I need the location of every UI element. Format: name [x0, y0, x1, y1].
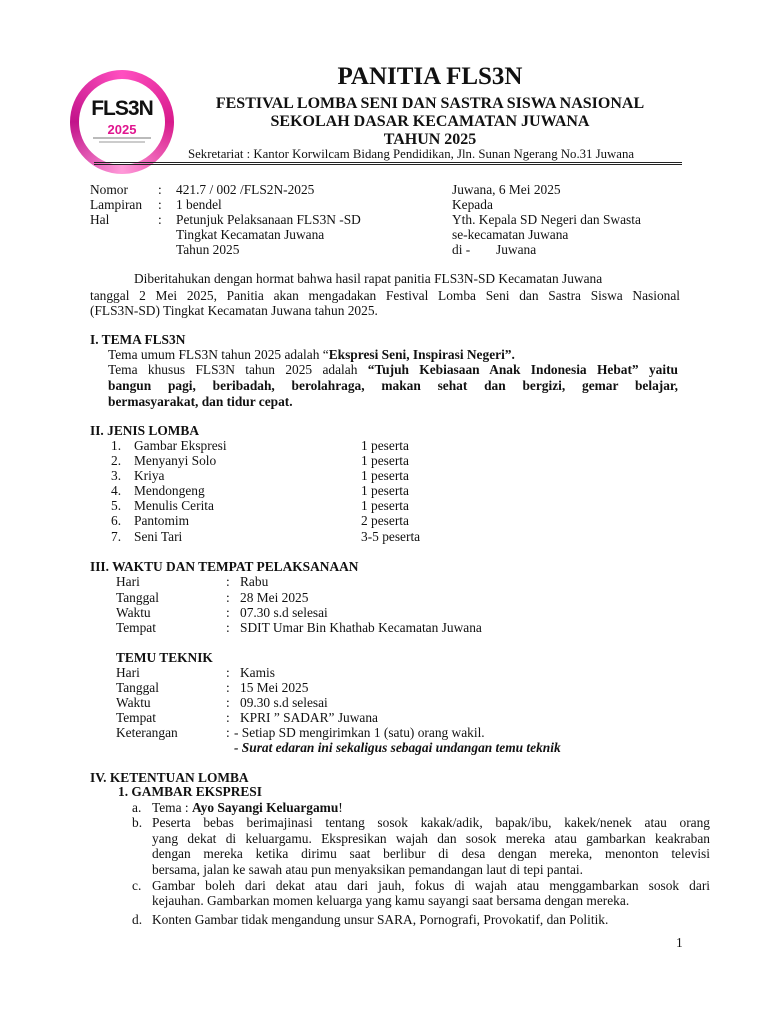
temu-value: 15 Mei 2025 — [240, 680, 309, 695]
temu-label: Tanggal — [116, 680, 159, 695]
ketentuan-b-line-4: bersama, jalan ke sawah atau pun menyaksikan pemandangan laut di tepi pantai. — [152, 862, 583, 877]
waktu-label: Waktu — [116, 605, 151, 620]
temu-value: KPRI ” SADAR” Juwana — [240, 710, 378, 725]
letterhead-divider — [94, 162, 682, 163]
recipient-di: di - — [452, 242, 471, 257]
ketentuan-a: Tema : Ayo Sayangi Keluargamu! — [152, 800, 343, 815]
list-item-count: 2 peserta — [361, 513, 409, 528]
waktu-colon: : — [226, 574, 230, 589]
meta-colon: : — [158, 197, 162, 212]
meta-hal-value-3: Tahun 2025 — [176, 242, 240, 257]
list-item-number: 5. — [111, 498, 122, 513]
list-item-name: Menulis Cerita — [134, 498, 214, 513]
item-label-c: c. — [132, 878, 142, 893]
item-label-d: d. — [132, 912, 143, 927]
meta-hal-value-1: Petunjuk Pelaksanaan FLS3N -SD — [176, 212, 361, 227]
page-number: 1 — [676, 935, 683, 950]
waktu-value: 28 Mei 2025 — [240, 590, 309, 605]
meta-lampiran-value: 1 bendel — [176, 197, 222, 212]
intro-line-3: (FLS3N-SD) Tingkat Kecamatan Juwana tahun 2025. — [90, 303, 378, 318]
letterhead-secretariat: Sekretariat : Kantor Korwilcam Bidang Pendidikan, Jln. Sunan Ngerang No.31 Juwana — [188, 147, 635, 161]
ketentuan-d-line-1: Konten Gambar tidak mengandung unsur SARA, Pornografi, Provokatif, dan Politik. — [152, 912, 609, 927]
temu-note: - Surat edaran ini sekaligus sebagai undangan temu teknik — [234, 740, 561, 755]
temu-colon: : — [226, 680, 230, 695]
waktu-label: Hari — [116, 574, 140, 589]
list-item-number: 6. — [111, 513, 122, 528]
ketentuan-c-line-2: kejauhan. Gambarkan momen keluarga yang kamu sayangi saat bersama dengan mereka. — [152, 893, 630, 908]
meta-nomor-label: Nomor — [90, 182, 128, 197]
list-item-number: 4. — [111, 483, 122, 498]
list-item-name: Menyanyi Solo — [134, 453, 217, 468]
fls3n-logo — [70, 70, 174, 174]
letterhead-title: PANITIA FLS3N — [337, 63, 523, 90]
item-label-a: a. — [132, 800, 142, 815]
meta-lampiran-label: Lampiran — [90, 197, 143, 212]
ketentuan-c-line-1: Gambar boleh dari dekat atau dari jauh, fokus di wajah atau menggambarkan sosok dari — [152, 878, 710, 893]
list-item-count: 1 peserta — [361, 453, 409, 468]
logo-year: 2025 — [107, 122, 137, 137]
temu-colon: : — [226, 695, 230, 710]
meta-hal-label: Hal — [90, 212, 110, 227]
temu-label: Waktu — [116, 695, 151, 710]
ketentuan-b-line-2: yang dekat di keluargamu. Ekspresikan wajah dan sosok mereka atau gambarkan keakraban — [152, 831, 710, 846]
list-item-name: Seni Tari — [134, 529, 183, 544]
list-item-count: 1 peserta — [361, 468, 409, 483]
waktu-colon: : — [226, 590, 230, 605]
list-item-count: 3-5 peserta — [361, 529, 421, 544]
list-item-number: 1. — [111, 438, 122, 453]
list-item-count: 1 peserta — [361, 483, 409, 498]
section-heading-jenis-lomba: II. JENIS LOMBA — [90, 423, 200, 438]
recipient-line-1: Yth. Kepala SD Negeri dan Swasta — [452, 212, 641, 227]
intro-line-1: Diberitahukan dengan hormat bahwa hasil rapat panitia FLS3N-SD Kecamatan Juwana — [134, 271, 603, 286]
waktu-label: Tempat — [116, 620, 156, 635]
section-heading-tema: I. TEMA FLS3N — [90, 332, 186, 347]
logo-text: FLS3N — [91, 97, 153, 120]
temu-colon: : — [226, 665, 230, 680]
meta-hal-value-2: Tingkat Kecamatan Juwana — [176, 227, 325, 242]
list-item-name: Pantomim — [134, 513, 190, 528]
intro-line-2: tanggal 2 Mei 2025, Panitia akan mengadakan Festival Lomba Seni dan Sastra Siswa Nasional — [90, 288, 680, 303]
ketentuan-subheading: 1. GAMBAR EKSPRESI — [118, 784, 262, 799]
section-heading-ketentuan: IV. KETENTUAN LOMBA — [90, 770, 249, 785]
letter-date: Juwana, 6 Mei 2025 — [452, 182, 561, 197]
recipient-kepada: Kepada — [452, 197, 493, 212]
list-item-name: Kriya — [134, 468, 165, 483]
list-item-count: 1 peserta — [361, 498, 409, 513]
list-item-number: 7. — [111, 529, 122, 544]
tema-khusus-line-1: Tema khusus FLS3N tahun 2025 adalah “Tujuh Kebiasaan Anak Indonesia Hebat” yaitu — [108, 362, 678, 377]
waktu-colon: : — [226, 620, 230, 635]
temu-colon: : — [226, 725, 230, 740]
tema-khusus-line-3: bermasyarakat, dan tidur cepat. — [108, 394, 293, 409]
letterhead-divider-2 — [94, 164, 682, 165]
waktu-value: Rabu — [240, 574, 269, 589]
temu-teknik-heading: TEMU TEKNIK — [116, 650, 213, 665]
list-item-name: Gambar Ekspresi — [134, 438, 227, 453]
recipient-line-2: se-kecamatan Juwana — [452, 227, 569, 242]
waktu-label: Tanggal — [116, 590, 159, 605]
list-item-number: 2. — [111, 453, 122, 468]
temu-value: Kamis — [240, 665, 275, 680]
ketentuan-b-line-3: dengan mereka ketika dirimu saat berlibur di desa dengan mereka, menonton televisi — [152, 846, 710, 861]
temu-label: Keterangan — [116, 725, 178, 740]
meta-colon: : — [158, 212, 162, 227]
list-item-number: 3. — [111, 468, 122, 483]
temu-value: - Setiap SD mengirimkan 1 (satu) orang wakil. — [234, 725, 485, 740]
tema-umum: Tema umum FLS3N tahun 2025 adalah “Ekspresi Seni, Inspirasi Negeri”. — [108, 347, 515, 362]
temu-label: Hari — [116, 665, 140, 680]
recipient-place: Juwana — [496, 242, 537, 257]
meta-nomor-value: 421.7 / 002 /FLS2N-2025 — [176, 182, 315, 197]
letterhead-line-3: TAHUN 2025 — [383, 131, 477, 148]
list-item-name: Mendongeng — [134, 483, 205, 498]
temu-label: Tempat — [116, 710, 156, 725]
temu-value: 09.30 s.d selesai — [240, 695, 328, 710]
item-label-b: b. — [132, 815, 143, 830]
ketentuan-b-line-1: Peserta bebas berimajinasi tentang sosok kakak/adik, bapak/ibu, kakek/nenek atau orang — [152, 815, 710, 830]
waktu-value: 07.30 s.d selesai — [240, 605, 328, 620]
letterhead-line-2: SEKOLAH DASAR KECAMATAN JUWANA — [270, 113, 590, 130]
temu-colon: : — [226, 710, 230, 725]
section-heading-waktu: III. WAKTU DAN TEMPAT PELAKSANAAN — [90, 559, 359, 574]
waktu-colon: : — [226, 605, 230, 620]
letterhead-line-1: FESTIVAL LOMBA SENI DAN SASTRA SISWA NASIONAL — [215, 95, 645, 112]
tema-khusus-line-2: bangun pagi, beribadah, berolahraga, makan sehat dan bergizi, gemar belajar, — [108, 378, 678, 393]
meta-colon: : — [158, 182, 162, 197]
list-item-count: 1 peserta — [361, 438, 409, 453]
waktu-value: SDIT Umar Bin Khathab Kecamatan Juwana — [240, 620, 482, 635]
